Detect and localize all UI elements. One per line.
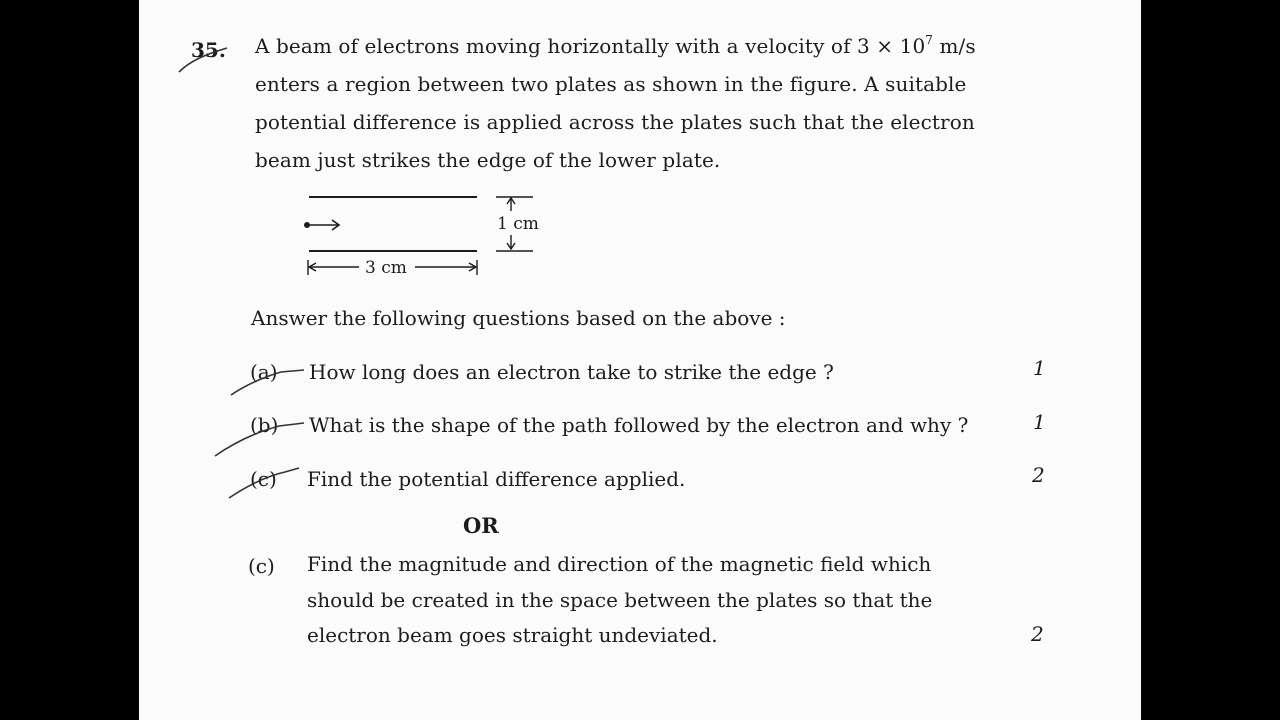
part-b-text: What is the shape of the path followed by the electron and why ? [309, 413, 969, 437]
alt-part-c-label: (c) [248, 554, 275, 578]
alt-part-c-line-3: electron beam goes straight undeviated. [307, 623, 718, 647]
question-line-4: beam just strikes the edge of the lower plate. [255, 148, 721, 172]
part-c-text: Find the potential difference applied. [307, 467, 686, 491]
velocity-exponent: 7 [925, 33, 934, 47]
question-line-3: potential difference is applied across the plates such that the electron [255, 110, 975, 134]
question-line-1: A beam of electrons moving horizontally with a velocity of $3 \times 10^7$ m/s [255, 33, 976, 58]
question-line-2: enters a region between two plates as shown in the figure. A suitable [255, 72, 967, 96]
pen-tick-question [179, 48, 227, 72]
part-a-label: (a) [250, 360, 278, 384]
gap-label: 1 cm [497, 214, 539, 234]
pen-tick-c [229, 468, 299, 498]
part-a-marks: 1 [1033, 356, 1046, 380]
or-divider: OR [463, 513, 499, 538]
length-label: 3 cm [365, 258, 407, 278]
part-b-marks: 1 [1033, 410, 1046, 434]
answer-intro: Answer the following questions based on the above : [251, 306, 786, 330]
part-c-marks: 2 [1032, 463, 1045, 487]
exam-page [139, 0, 1141, 720]
part-a-text: How long does an electron take to strike the edge ? [309, 360, 834, 384]
part-c-label: (c) [250, 467, 277, 491]
alt-part-c-marks: 2 [1031, 622, 1044, 646]
pen-tick-b [215, 423, 304, 456]
part-b-label: (b) [250, 413, 279, 437]
alt-part-c-line-2: should be created in the space between the plates so that the [307, 588, 933, 612]
pen-tick-a [231, 370, 304, 395]
velocity-unit: m/s [933, 34, 976, 58]
pen-annotations [139, 0, 1141, 720]
question-number: 35. [191, 38, 226, 62]
alt-part-c-line-1: Find the magnitude and direction of the magnetic field which [307, 552, 932, 576]
